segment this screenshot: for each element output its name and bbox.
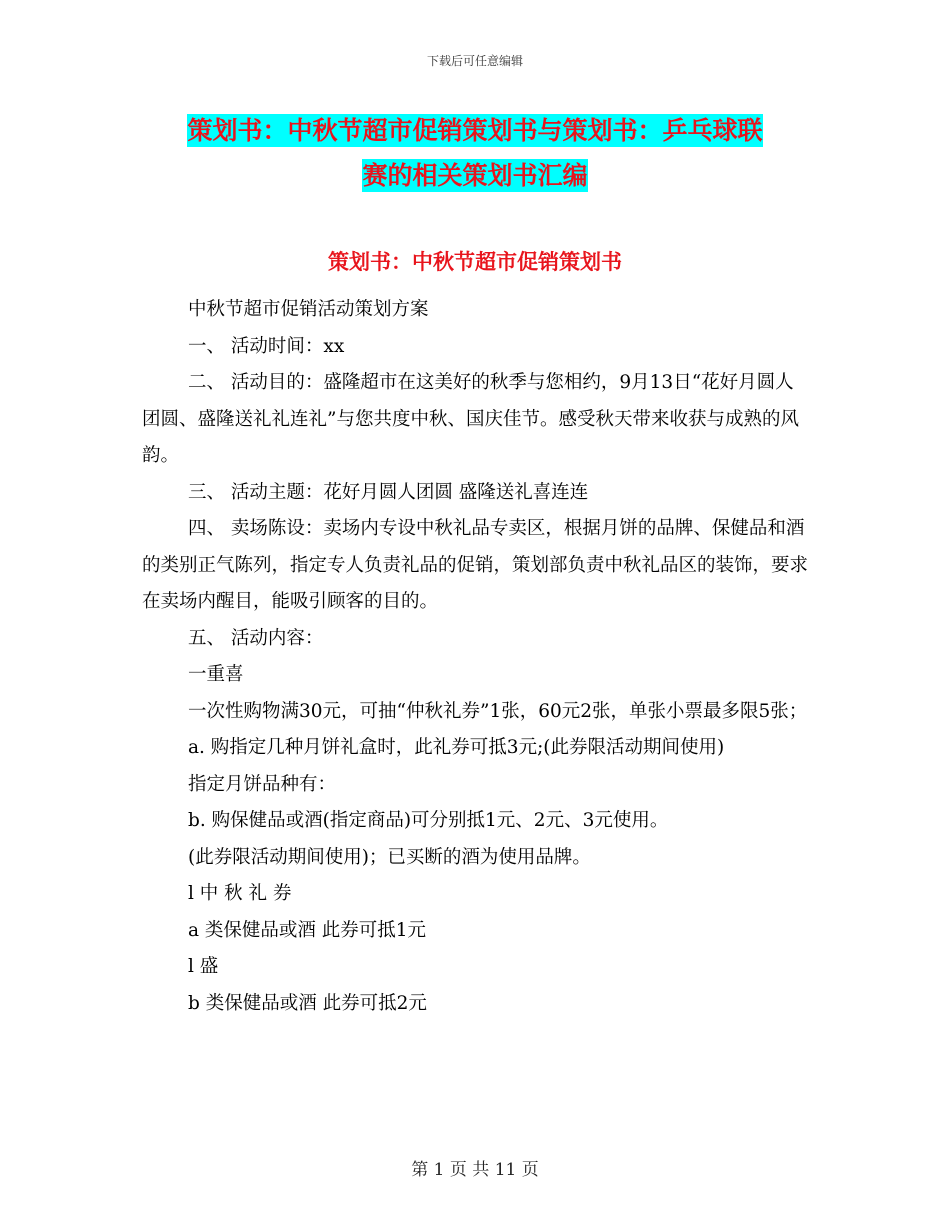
paragraph: l 盛 bbox=[188, 956, 219, 977]
paragraph: (此券限活动期间使用)；已买断的酒为使用品牌。 bbox=[188, 846, 591, 868]
paragraph: a 类保健品或酒 此券可抵1元 bbox=[188, 919, 427, 941]
paragraph: 五、 活动内容： bbox=[188, 627, 324, 649]
page-footer: 第 1 页 共 11 页 bbox=[411, 1160, 539, 1180]
paragraph: 一、 活动时间：xx bbox=[188, 335, 345, 357]
paragraph: 三、 活动主题：花好月圆人团圆 盛隆送礼喜连连 bbox=[188, 481, 589, 503]
paragraph: 中秋节超市促销活动策划方案 bbox=[188, 299, 429, 320]
document-title bbox=[0, 108, 950, 198]
section-title: 策划书：中秋节超市促销策划书 bbox=[328, 250, 622, 274]
paragraph: b. 购保健品或酒(指定商品)可分别抵1元、2元、3元使用。 bbox=[188, 810, 669, 831]
paragraph: 二、 活动目的：盛隆超市在这美好的秋季与您相约，9月13日“花好月圆人团圆、盛隆送礼礼连礼”与您共度中秋、国庆佳节。感受秋天带来收获与成熟的风韵。 bbox=[142, 372, 799, 466]
paragraph: a. 购指定几种月饼礼盒时，此礼券可抵3元;(此券限活动期间使用) bbox=[188, 737, 725, 758]
paragraph: b 类保健品或酒 此券可抵2元 bbox=[188, 992, 427, 1014]
document-body bbox=[142, 292, 812, 1022]
paragraph: 一重喜 bbox=[188, 664, 244, 685]
title-line-1: 策划书：中秋节超市促销策划书与策划书：乒乓球联 bbox=[187, 116, 763, 145]
paragraph: 四、 卖场陈设：卖场内专设中秋礼品专卖区，根据月饼的品牌、保健品和酒的类别正气陈列，指定专人负责礼品的促销，策划部负责中秋礼品区的装饰，要求在卖场内醒目，能吸引顾客的目的。 bbox=[142, 518, 809, 612]
title-line-2: 赛的相关策划书汇编 bbox=[362, 161, 588, 190]
paragraph: l 中 秋 礼 券 bbox=[188, 883, 292, 904]
paragraph: 一次性购物满30元，可抽“仲秋礼券”1张，60元2张，单张小票最多限5张； bbox=[188, 700, 808, 722]
header-note: 下载后可任意编辑 bbox=[426, 54, 523, 68]
paragraph: 指定月饼品种有： bbox=[188, 773, 337, 795]
